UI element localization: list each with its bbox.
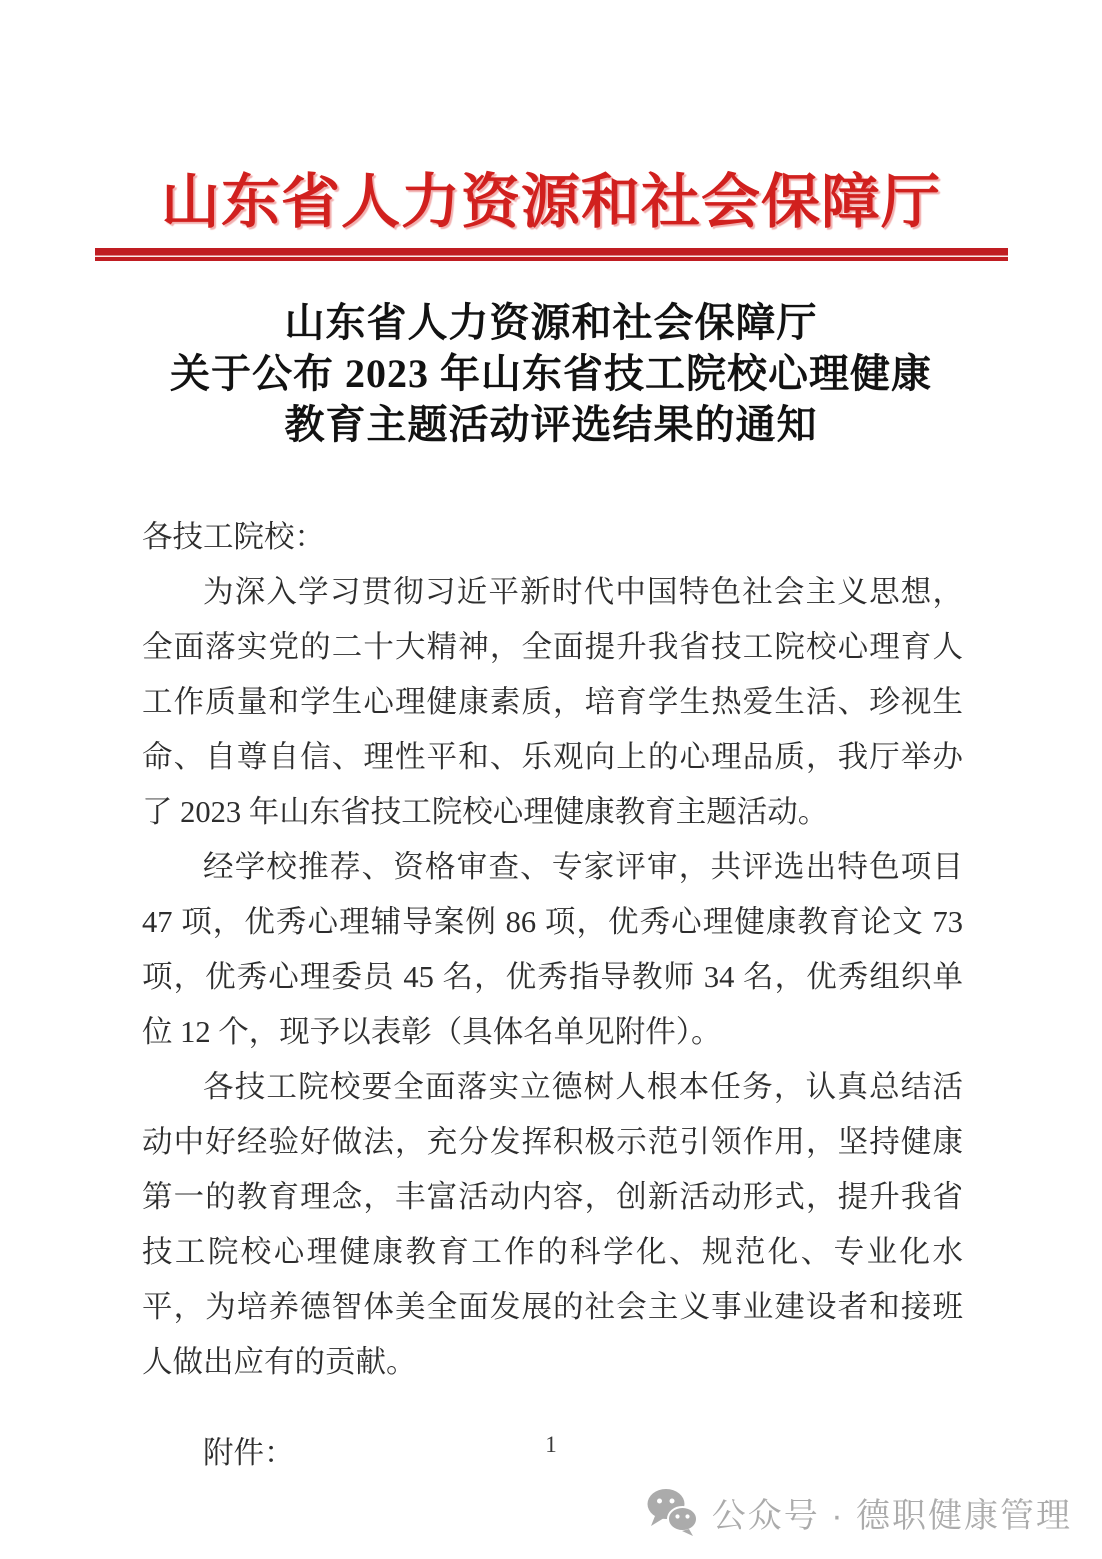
wechat-icon bbox=[645, 1487, 699, 1537]
paragraph-3: 各技工院校要全面落实立德树人根本任务，认真总结活动中好经验好做法，充分发挥积极示范引领作用，坚持健康第一的教育理念，丰富活动内容，创新活动形式，提升我省技工院校心理健康教育工作的科学化、规范化、专业化水平，为培养德智体美全面发展的社会主义事业建设者和接班人做出应有的贡献。 bbox=[142, 1070, 963, 1379]
attachment-label: 附件： bbox=[203, 1436, 295, 1470]
document-title-line-3: 教育主题活动评选结果的通知 bbox=[284, 402, 818, 447]
salutation: 各技工院校： bbox=[142, 520, 325, 554]
watermark-text: 公众号 · 德职健康管理 bbox=[711, 1496, 1072, 1535]
document-title bbox=[0, 297, 1102, 450]
paragraph-2: 经学校推荐、资格审查、专家评审，共评选出特色项目 47 项，优秀心理辅导案例 86 项，优秀心理健康教育论文 73 项，优秀心理委员 45 名，优秀指导教师 34 名，优秀组织单位 12 个，现予以表彰（具体名单见附件）。 bbox=[142, 850, 963, 1049]
letterhead-title: 山东省人力资源和社会保障厅 bbox=[160, 169, 941, 235]
document-title-line-2: 关于公布 2023 年山东省技工院校心理健康 bbox=[170, 351, 932, 396]
wechat-watermark bbox=[645, 1487, 1072, 1537]
paragraph-1: 为深入学习贯彻习近平新时代中国特色社会主义思想，全面落实党的二十大精神，全面提升我省技工院校心理育人工作质量和学生心理健康素质，培育学生热爱生活、珍视生命、自尊自信、理性平和、乐观向上的心理品质，我厅举办了 2023 年山东省技工院校心理健康教育主题活动。 bbox=[142, 575, 963, 829]
document-body bbox=[142, 510, 963, 1481]
page-number: 1 bbox=[545, 1432, 557, 1457]
document-title-line-1: 山东省人力资源和社会保障厅 bbox=[284, 300, 818, 345]
letterhead-divider bbox=[95, 248, 1008, 261]
